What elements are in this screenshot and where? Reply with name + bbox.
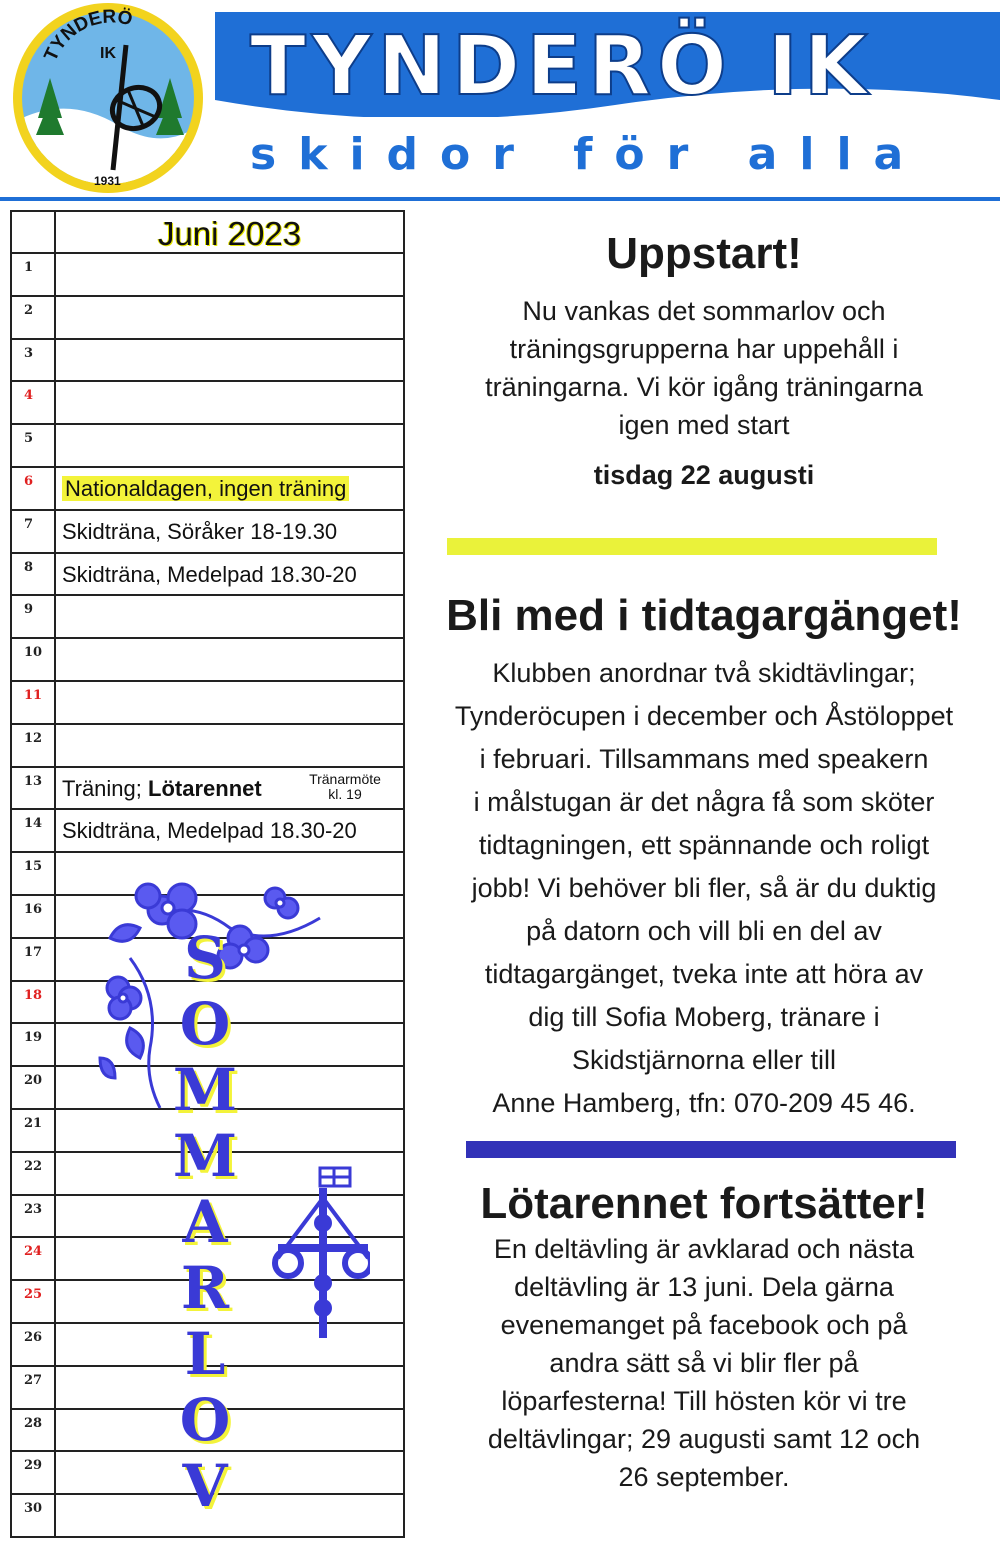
logo-year: 1931 <box>94 174 121 188</box>
paragraph-line: Nu vankas det sommarlov och <box>522 296 886 326</box>
day-number: 5 <box>24 431 34 447</box>
day-number: 30 <box>24 1501 43 1517</box>
blue-divider <box>466 1141 956 1158</box>
day-number: 3 <box>24 345 34 361</box>
sommarlov-letter: V <box>182 1452 228 1520</box>
paragraph-line: Anne Hamberg, tfn: 070-209 45 46. <box>492 1088 916 1118</box>
sommarlov-letter: R <box>180 1254 230 1322</box>
paragraph-line: i målstugan är det några få som sköter <box>473 787 935 817</box>
day-number: 20 <box>24 1073 43 1089</box>
paragraph-line: andra sätt så vi blir fler på <box>549 1348 859 1378</box>
club-logo <box>8 0 208 196</box>
day-number: 29 <box>24 1458 43 1474</box>
day-number: 6 <box>24 474 34 489</box>
sommarlov-vertical-text <box>160 925 250 1525</box>
lotarennet-section <box>418 1178 990 1496</box>
calendar-row <box>10 723 403 768</box>
calendar-row <box>10 380 403 425</box>
calendar-title: Juni 2023 <box>157 215 302 252</box>
paragraph-line: Tynderöcupen i december och Åstöloppet <box>454 701 954 731</box>
sommarlov-letter: L <box>184 1320 226 1388</box>
day-number: 22 <box>24 1158 43 1174</box>
day-number: 10 <box>24 645 43 661</box>
calendar-row <box>10 423 403 468</box>
day-number: 26 <box>24 1330 43 1345</box>
sommarlov-letter: O <box>179 1386 231 1454</box>
day-event <box>62 554 357 597</box>
day-number: 1 <box>24 260 34 275</box>
day-event <box>62 810 357 853</box>
paragraph-line: jobb! Vi behöver bli fler, så är du duktig <box>471 873 937 903</box>
uppstart-section <box>418 228 990 494</box>
event-note-line: Tränarmöte <box>309 770 381 787</box>
calendar-row <box>10 808 403 853</box>
logo-ik: IK <box>100 45 116 62</box>
header-rule <box>0 197 1000 201</box>
day-number: 14 <box>24 816 43 832</box>
day-number: 8 <box>24 559 34 575</box>
day-number: 2 <box>24 302 34 318</box>
day-number: 24 <box>24 1244 43 1260</box>
calendar-row <box>10 338 403 383</box>
day-number: 21 <box>24 1116 43 1131</box>
event-text: Skidträna, Medelpad 18.30-20 <box>62 818 357 844</box>
event-bold-text: Lötarennet <box>148 775 262 801</box>
paragraph-line: igen med start <box>618 410 790 440</box>
event-note <box>290 772 400 802</box>
day-number: 25 <box>24 1287 43 1303</box>
calendar-row <box>10 552 403 597</box>
day-number: 7 <box>24 516 34 532</box>
paragraph-line: 26 september. <box>618 1462 790 1492</box>
day-number: 23 <box>24 1201 43 1217</box>
paragraph-line: träningsgrupperna har uppehåll i <box>509 334 899 364</box>
day-number: 11 <box>24 688 43 703</box>
banner-title: TYNDERÖ IK <box>250 19 874 114</box>
paragraph-line: deltävling är 13 juni. Dela gärna <box>514 1272 894 1302</box>
yellow-divider <box>447 538 937 555</box>
uppstart-heading: Uppstart! <box>606 229 802 278</box>
calendar-row <box>10 509 403 554</box>
day-event <box>62 468 349 511</box>
paragraph-line: evenemanget på facebook och på <box>500 1310 908 1340</box>
day-number: 9 <box>24 602 34 618</box>
day-number: 12 <box>24 730 43 746</box>
event-text: Skidträna, Medelpad 18.30-20 <box>62 561 357 587</box>
event-text: Träning; <box>62 775 149 801</box>
header <box>0 0 1000 205</box>
day-number: 27 <box>24 1372 43 1388</box>
day-event <box>62 511 337 554</box>
calendar-row <box>10 295 403 340</box>
calendar-row <box>10 766 403 811</box>
sommarlov-letter: A <box>182 1188 228 1256</box>
event-text: Skidträna, Söråker 18-19.30 <box>62 518 338 544</box>
event-note-line: kl. 19 <box>328 785 362 802</box>
calendar-row <box>10 637 403 682</box>
paragraph-line: Skidstjärnorna eller till <box>571 1045 837 1075</box>
day-event <box>62 768 262 811</box>
paragraph-line: tidtagargänget, tveka inte att höra av <box>484 959 924 989</box>
sommarlov-letter: M <box>172 1056 238 1124</box>
tidtagare-section <box>418 590 990 1125</box>
sommarlov-letter: S <box>184 924 226 992</box>
day-number: 19 <box>24 1030 43 1046</box>
paragraph-line: löparfesterna! Till hösten kör vi tre <box>501 1386 907 1416</box>
tidtagare-heading: Bli med i tidtagargänget! <box>446 591 962 640</box>
sommarlov-letter: M <box>172 1122 238 1190</box>
paragraph-line: i februari. Tillsammans med speakern <box>479 744 929 774</box>
day-number: 17 <box>24 944 43 960</box>
paragraph-line: Klubben anordnar två skidtävlingar; <box>492 658 916 688</box>
calendar-row <box>10 252 403 297</box>
calendar-row <box>10 466 403 511</box>
day-number: 16 <box>24 902 43 917</box>
paragraph-line: deltävlingar; 29 augusti samt 12 och <box>487 1424 921 1454</box>
day-number: 15 <box>24 859 43 875</box>
sommarlov-letter: O <box>179 990 231 1058</box>
paragraph-line: träningarna. Vi kör igång träningarna <box>485 372 923 402</box>
paragraph-line: En deltävling är avklarad och nästa <box>493 1234 915 1264</box>
day-number: 18 <box>24 987 43 1003</box>
day-number: 28 <box>24 1415 43 1431</box>
logo-name: TYNDERÖ <box>40 6 135 65</box>
paragraph-line: på datorn och vill bli en del av <box>526 916 882 946</box>
paragraph-line: dig till Sofia Moberg, tränare i <box>528 1002 880 1032</box>
day-number: 4 <box>24 388 34 404</box>
banner-tagline: skidor för alla <box>250 129 926 180</box>
paragraph-line: tidtagningen, ett spännande och roligt <box>478 830 930 860</box>
highlighted-event: Nationaldagen, ingen träning <box>62 476 349 501</box>
calendar-row <box>10 680 403 725</box>
maypole-icon <box>275 1168 370 1338</box>
day-number: 13 <box>24 773 43 789</box>
calendar-row <box>10 594 403 639</box>
uppstart-date: tisdag 22 augusti <box>593 460 815 490</box>
lotarennet-heading: Lötarennet fortsätter! <box>480 1179 928 1228</box>
